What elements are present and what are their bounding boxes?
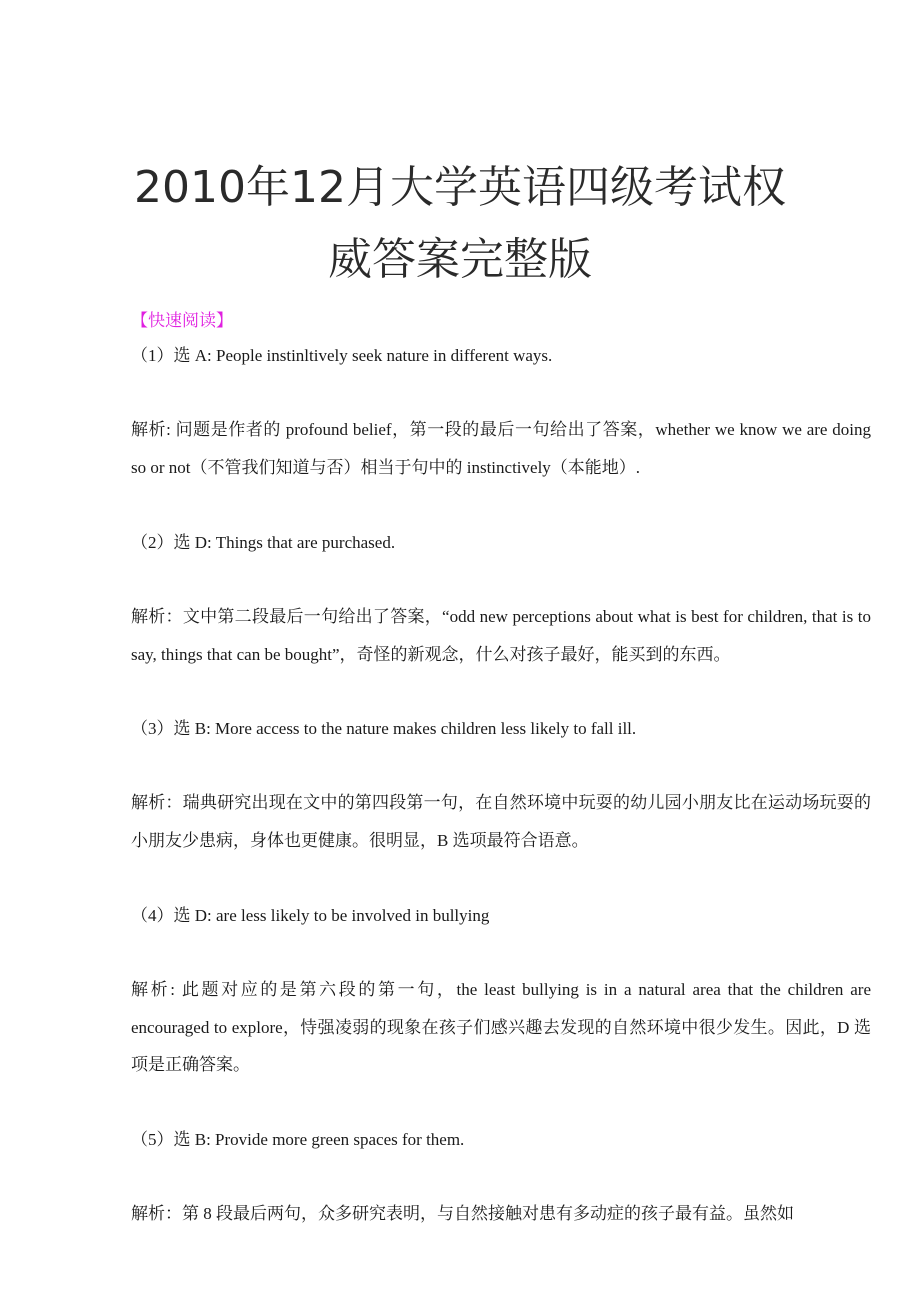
answer-3: （3）选 B: More access to the nature makes children less likely to fall ill. <box>131 719 637 738</box>
answer-2: （2）选 D: Things that are purchased. <box>131 533 396 552</box>
analysis-5: 解析：第 8 段最后两句，众多研究表明，与自然接触对患有多动症的孩子最有益。虽然如 <box>131 1204 794 1223</box>
analysis-2: 解析：文中第二段最后一句给出了答案，“odd new perceptions about what is best for children, that is to say, things that can be bought”，奇怪的新观念，什么对孩子最好，能买到的东西。 <box>131 607 871 664</box>
answer-1: （1）选 A: People instinltively seek nature in different ways. <box>131 346 553 365</box>
analysis-4: 解析: 此题对应的是第六段的第一句，the least bullying is in a natural area that the children are encouraged to explore，恃强凌弱的现象在孩子们感兴趣去发现的自然环境中很少发生。因此，D 选项是正确答案。 <box>131 980 871 1074</box>
title-line-1: 2010年12月大学英语四级考试权 <box>134 162 786 213</box>
analysis-1: 解析: 问题是作者的 profound belief，第一段的最后一句给出了答案，whether we know we are doing so or not（不管我们知道与否）相当于句中的 instinctively（本能地）. <box>131 420 871 477</box>
answer-4: （4）选 D: are less likely to be involved in bullying <box>131 906 490 925</box>
analysis-3: 解析：瑞典研究出现在文中的第四段第一句，在自然环境中玩耍的幼儿园小朋友比在运动场玩耍的小朋友少患病，身体也更健康。很明显，B 选项最符合语意。 <box>131 793 871 850</box>
title-line-2: 威答案完整版 <box>328 234 592 285</box>
answer-5: （5）选 B: Provide more green spaces for them. <box>131 1130 465 1149</box>
page-title <box>0 152 920 296</box>
section-heading-fast-reading: 【快速阅读】 <box>131 311 233 331</box>
